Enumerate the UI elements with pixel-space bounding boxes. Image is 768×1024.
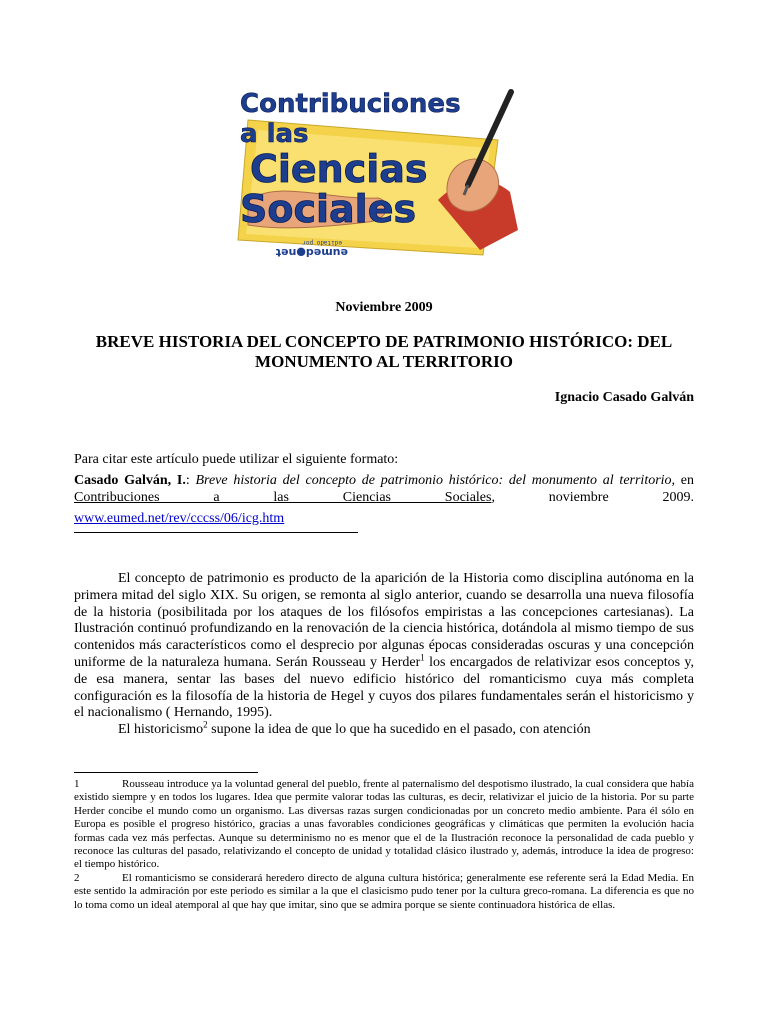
footnote-number: 1 bbox=[74, 778, 80, 790]
publication-date: Noviembre 2009 bbox=[335, 300, 433, 315]
citation-journal: Contribuciones a las Ciencias Sociales bbox=[74, 490, 492, 505]
article-title-line1: BREVE HISTORIA DEL CONCEPTO DE PATRIMONIO HISTÓRICO: DEL bbox=[95, 332, 673, 351]
citation-work-title: Breve historia del concepto de patrimonio histórico: del monumento al territorio, bbox=[195, 473, 676, 488]
article-body bbox=[74, 571, 694, 739]
logo-line2: a las bbox=[240, 119, 309, 149]
logo-line1: Contribuciones bbox=[240, 89, 461, 119]
citation-in: en bbox=[675, 473, 695, 488]
logo-line3: Ciencias bbox=[250, 147, 428, 191]
footnote-ref-2[interactable]: 2 bbox=[203, 719, 208, 730]
body-paragraph-1 bbox=[74, 571, 694, 722]
body-p2-text-a: El historicismo bbox=[118, 722, 204, 738]
citation-text bbox=[74, 472, 694, 506]
article-title-line2: MONUMENTO AL TERRITORIO bbox=[255, 352, 513, 371]
citation-colon: : bbox=[185, 473, 196, 488]
logo-editor: eumed●net bbox=[275, 246, 348, 259]
citation-url-link[interactable]: www.eumed.net/rev/cccss/06/icg.htm bbox=[74, 511, 285, 526]
body-paragraph-2 bbox=[74, 719, 694, 739]
article-title bbox=[60, 332, 708, 372]
logo-line4: Sociales bbox=[240, 187, 417, 231]
footnote-1 bbox=[74, 778, 694, 872]
logo-editor-label: editado por bbox=[302, 239, 342, 246]
citation-date: , noviembre 2009. bbox=[491, 490, 694, 505]
footnote-text: Rousseau introduce ya la voluntad general del pueblo, frente al paternalismo del despotismo ilustrado, la cual considera que había existido siempre y en todos los lugares. Idea que permite valorar todas las culturas, es decir, relativizar el juicio de la historia. Por su parte Herder concibe el mundo como un organismo. Las diversas razas surgen condicionadas por un concreto medio ambiente. Para él sólo en Europa es posible el progreso histórico, gracias a unas favorables condiciones geográficas y climáticas que permiten la evolución hacia formas cada vez más perfectas. Aunque su determinismo no es menor que el de la Ilustración reconoce la personalidad de cada pueblo y reconoce las culturas del pasado, relativizando el concepto de unidad y totalidad clásico ilustrado y, además, introduce la idea de progreso: el tiempo histórico. bbox=[74, 778, 694, 871]
footnote-divider bbox=[74, 772, 258, 773]
body-p1-text-a: El concepto de patrimonio es producto de la aparición de la Historia como disciplina autónoma en la primera mitad del siglo XIX. Su origen, se remonta al siglo anterior, cuando se desarrolla una nueva filosofía de la historia (posibilitada por los ataques de los filósofos empiristas a las concepciones cartesianas). La Ilustración continuó profundizando en la renovación de la ciencia histórica, dotándola al mismo tiempo de sus contenidos más característicos como el desprecio por algunas épocas consideradas oscuras y una concepción uniforme de la naturaleza humana. Serán Rousseau y Herder bbox=[74, 571, 694, 670]
citation-intro: Para citar este artículo puede utilizar el siguiente formato: bbox=[74, 452, 399, 467]
footnote-text: El romanticismo se considerará heredero directo de alguna cultura histórica; generalmente ese referente será la Edad Media. En este sentido la admiración por este periodo es similar a la que el clasicismo pudo tener por la cultura greco-romana. La diferencia es que no lo toma como un ideal atemporal al que hay que imitar, sino que se admira porque se siente continuadora histórica de ellas. bbox=[74, 871, 694, 911]
article-author: Ignacio Casado Galván bbox=[554, 390, 694, 405]
body-p1-text-b: los encargados de relativizar esos conceptos y, de esa manera, sentar las bases del nuevo edificio histórico del romanticismo cuya más completa configuración es la filosofía de la historia de Hegel y cuyos dos pilares fundamentales serán el historicismo y el nacionalismo ( Hernando, 1995). bbox=[74, 654, 694, 721]
body-p2-text-b: supone la idea de que lo que ha sucedido en el pasado, con atención bbox=[207, 722, 591, 738]
footnote-2 bbox=[74, 872, 694, 912]
citation-author: Casado Galván, I. bbox=[74, 473, 186, 488]
footnote-ref-1[interactable]: 1 bbox=[420, 652, 425, 663]
citation-divider bbox=[74, 532, 358, 533]
footnotes bbox=[74, 778, 694, 912]
journal-logo bbox=[228, 80, 518, 265]
footnote-number: 2 bbox=[74, 871, 80, 884]
